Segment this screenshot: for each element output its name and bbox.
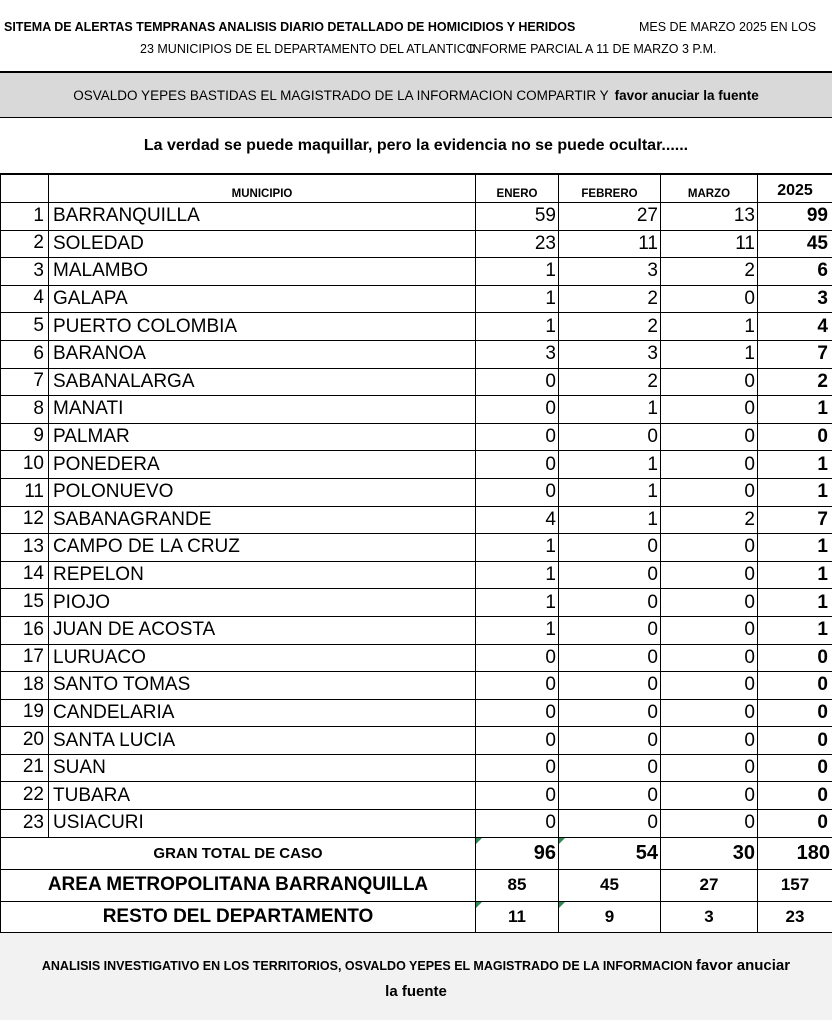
table-row [1,506,832,534]
febrero-value: 1 [559,506,661,534]
resto-year: 23 [758,901,832,933]
municipio-name: GALAPA [49,285,476,313]
area-metro-marzo: 27 [661,869,758,901]
gran-total-febrero: 54 [559,837,661,869]
row-number: 2 [1,230,49,258]
municipio-name: CAMPO DE LA CRUZ [49,534,476,562]
febrero-value: 0 [559,727,661,755]
enero-value: 4 [476,506,559,534]
gran-total-label: GRAN TOTAL DE CASO [1,837,476,869]
febrero-value: 0 [559,423,661,451]
febrero-value: 27 [559,203,661,231]
col-municipio-header: MUNICIPIO [49,175,476,203]
resto-marzo: 3 [661,901,758,933]
header-scope: 23 MUNICIPIOS DE EL DEPARTAMENTO DEL ATLANTICO [140,42,476,56]
resto-row [1,901,832,933]
marzo-value: 1 [661,340,758,368]
municipio-name: MANATI [49,396,476,424]
enero-value: 0 [476,396,559,424]
row-number: 6 [1,340,49,368]
municipio-name: USIACURI [49,810,476,838]
febrero-value: 1 [559,451,661,479]
enero-value: 1 [476,258,559,286]
enero-value: 3 [476,340,559,368]
enero-value: 1 [476,313,559,341]
year-total: 1 [758,451,832,479]
year-total: 0 [758,423,832,451]
marzo-value: 13 [661,203,758,231]
febrero-value: 3 [559,258,661,286]
marzo-value: 11 [661,230,758,258]
year-total: 7 [758,506,832,534]
table-row [1,782,832,810]
area-metro-enero: 85 [476,869,559,901]
table-row [1,313,832,341]
febrero-value: 0 [559,699,661,727]
col-marzo-header: MARZO [661,175,758,203]
marzo-value: 0 [661,644,758,672]
banner-bold: favor anuciar la fuente [614,87,759,103]
marzo-value: 0 [661,699,758,727]
author-banner [0,72,832,118]
gran-total-year: 180 [758,837,832,869]
year-total: 1 [758,616,832,644]
gran-total-row [1,837,832,869]
febrero-value: 0 [559,672,661,700]
row-number: 13 [1,534,49,562]
table-row [1,534,832,562]
marzo-value: 2 [661,258,758,286]
year-total: 6 [758,258,832,286]
marzo-value: 0 [661,451,758,479]
table-row [1,423,832,451]
table-row [1,258,832,286]
marzo-value: 0 [661,727,758,755]
marzo-value: 1 [661,313,758,341]
enero-value: 0 [476,672,559,700]
table-row [1,810,832,838]
enero-value: 0 [476,699,559,727]
marzo-value: 0 [661,589,758,617]
year-total: 2 [758,368,832,396]
year-total: 0 [758,810,832,838]
marzo-value: 0 [661,478,758,506]
febrero-value: 0 [559,754,661,782]
table-row [1,230,832,258]
area-metro-febrero: 45 [559,869,661,901]
febrero-value: 0 [559,644,661,672]
enero-value: 0 [476,810,559,838]
report-header [0,0,832,72]
table-row [1,340,832,368]
row-number: 19 [1,699,49,727]
table-row [1,699,832,727]
row-number: 4 [1,285,49,313]
febrero-value: 0 [559,589,661,617]
row-number: 10 [1,451,49,479]
row-number: 20 [1,727,49,755]
row-number: 8 [1,396,49,424]
febrero-value: 11 [559,230,661,258]
marzo-value: 2 [661,506,758,534]
marzo-value: 0 [661,396,758,424]
header-month: MES DE MARZO 2025 EN LOS [639,20,817,34]
febrero-value: 3 [559,340,661,368]
year-total: 1 [758,396,832,424]
table-row [1,727,832,755]
table-row [1,396,832,424]
resto-enero: 11 [476,901,559,933]
table-row [1,451,832,479]
col-enero-header: ENERO [476,175,559,203]
table-row [1,368,832,396]
enero-value: 1 [476,534,559,562]
area-metro-year: 157 [758,869,832,901]
marzo-value: 0 [661,616,758,644]
year-total: 0 [758,782,832,810]
homicides-table [0,174,832,934]
footer-bold-2: la fuente [385,983,447,1000]
col-year-header: 2025 [758,175,832,203]
febrero-value: 0 [559,534,661,562]
area-metro-row [1,869,832,901]
febrero-value: 0 [559,561,661,589]
municipio-name: SABANAGRANDE [49,506,476,534]
municipio-name: TUBARA [49,782,476,810]
row-number: 12 [1,506,49,534]
year-total: 1 [758,478,832,506]
footer-text: ANALISIS INVESTIGATIVO EN LOS TERRITORIOS, OSVALDO YEPES EL MAGISTRADO DE LA INFORMACION [41,959,693,973]
municipio-name: BARANOA [49,340,476,368]
footer-note [0,932,832,1020]
year-total: 1 [758,534,832,562]
marzo-value: 0 [661,423,758,451]
enero-value: 0 [476,451,559,479]
header-title: SITEMA DE ALERTAS TEMPRANAS ANALISIS DIARIO DETALLADO DE HOMICIDIOS Y HERIDOS [4,20,576,34]
row-number: 14 [1,561,49,589]
row-number: 18 [1,672,49,700]
row-number: 16 [1,616,49,644]
resto-label: RESTO DEL DEPARTAMENTO [1,901,476,933]
footer-bold-1: favor anuciar [695,957,791,974]
year-total: 4 [758,313,832,341]
row-number: 9 [1,423,49,451]
banner-text: OSVALDO YEPES BASTIDAS EL MAGISTRADO DE LA INFORMACION COMPARTIR Y [73,87,609,103]
row-number: 7 [1,368,49,396]
table-row [1,754,832,782]
table-row [1,644,832,672]
table-row [1,589,832,617]
slogan [0,118,832,174]
marzo-value: 0 [661,782,758,810]
municipio-name: REPELON [49,561,476,589]
row-number: 17 [1,644,49,672]
resto-febrero: 9 [559,901,661,933]
marzo-value: 0 [661,672,758,700]
table-row [1,672,832,700]
municipio-name: CANDELARIA [49,699,476,727]
row-number: 5 [1,313,49,341]
enero-value: 0 [476,423,559,451]
febrero-value: 0 [559,810,661,838]
febrero-value: 1 [559,396,661,424]
marzo-value: 0 [661,285,758,313]
marzo-value: 0 [661,810,758,838]
header-report-date: INFORME PARCIAL A 11 DE MARZO 3 P.M. [469,42,717,56]
municipio-name: PALMAR [49,423,476,451]
municipio-name: BARRANQUILLA [49,203,476,231]
municipio-name: PIOJO [49,589,476,617]
table-row [1,561,832,589]
year-total: 99 [758,203,832,231]
marzo-value: 0 [661,368,758,396]
table-row [1,478,832,506]
row-number: 21 [1,754,49,782]
municipio-name: PUERTO COLOMBIA [49,313,476,341]
febrero-value: 1 [559,478,661,506]
year-total: 7 [758,340,832,368]
municipio-name: MALAMBO [49,258,476,286]
marzo-value: 0 [661,754,758,782]
year-total: 1 [758,561,832,589]
municipio-name: POLONUEVO [49,478,476,506]
enero-value: 23 [476,230,559,258]
row-number: 15 [1,589,49,617]
col-index-header [1,175,49,203]
enero-value: 0 [476,478,559,506]
row-number: 22 [1,782,49,810]
table-header-row [1,175,832,203]
municipio-name: SANTA LUCIA [49,727,476,755]
enero-value: 1 [476,589,559,617]
enero-value: 0 [476,368,559,396]
year-total: 0 [758,727,832,755]
year-total: 1 [758,589,832,617]
enero-value: 59 [476,203,559,231]
row-number: 3 [1,258,49,286]
municipio-name: LURUACO [49,644,476,672]
year-total: 45 [758,230,832,258]
enero-value: 1 [476,285,559,313]
municipio-name: SUAN [49,754,476,782]
table-row [1,203,832,231]
slogan-text: La verdad se puede maquillar, pero la evidencia no se puede ocultar...... [143,136,689,154]
enero-value: 0 [476,782,559,810]
marzo-value: 0 [661,534,758,562]
table-row [1,285,832,313]
municipio-name: SOLEDAD [49,230,476,258]
enero-value: 1 [476,616,559,644]
municipio-name: JUAN DE ACOSTA [49,616,476,644]
year-total: 0 [758,699,832,727]
febrero-value: 2 [559,313,661,341]
febrero-value: 0 [559,616,661,644]
enero-value: 1 [476,561,559,589]
row-number: 23 [1,810,49,838]
year-total: 0 [758,672,832,700]
municipio-name: SANTO TOMAS [49,672,476,700]
febrero-value: 2 [559,285,661,313]
febrero-value: 2 [559,368,661,396]
area-metro-label: AREA METROPOLITANA BARRANQUILLA [1,869,476,901]
table-row [1,616,832,644]
table-body [1,203,832,838]
row-number: 1 [1,203,49,231]
gran-total-enero: 96 [476,837,559,869]
marzo-value: 0 [661,561,758,589]
col-febrero-header: FEBRERO [559,175,661,203]
enero-value: 0 [476,754,559,782]
gran-total-marzo: 30 [661,837,758,869]
municipio-name: SABANALARGA [49,368,476,396]
enero-value: 0 [476,727,559,755]
year-total: 3 [758,285,832,313]
enero-value: 0 [476,644,559,672]
year-total: 0 [758,754,832,782]
municipio-name: PONEDERA [49,451,476,479]
febrero-value: 0 [559,782,661,810]
row-number: 11 [1,478,49,506]
year-total: 0 [758,644,832,672]
